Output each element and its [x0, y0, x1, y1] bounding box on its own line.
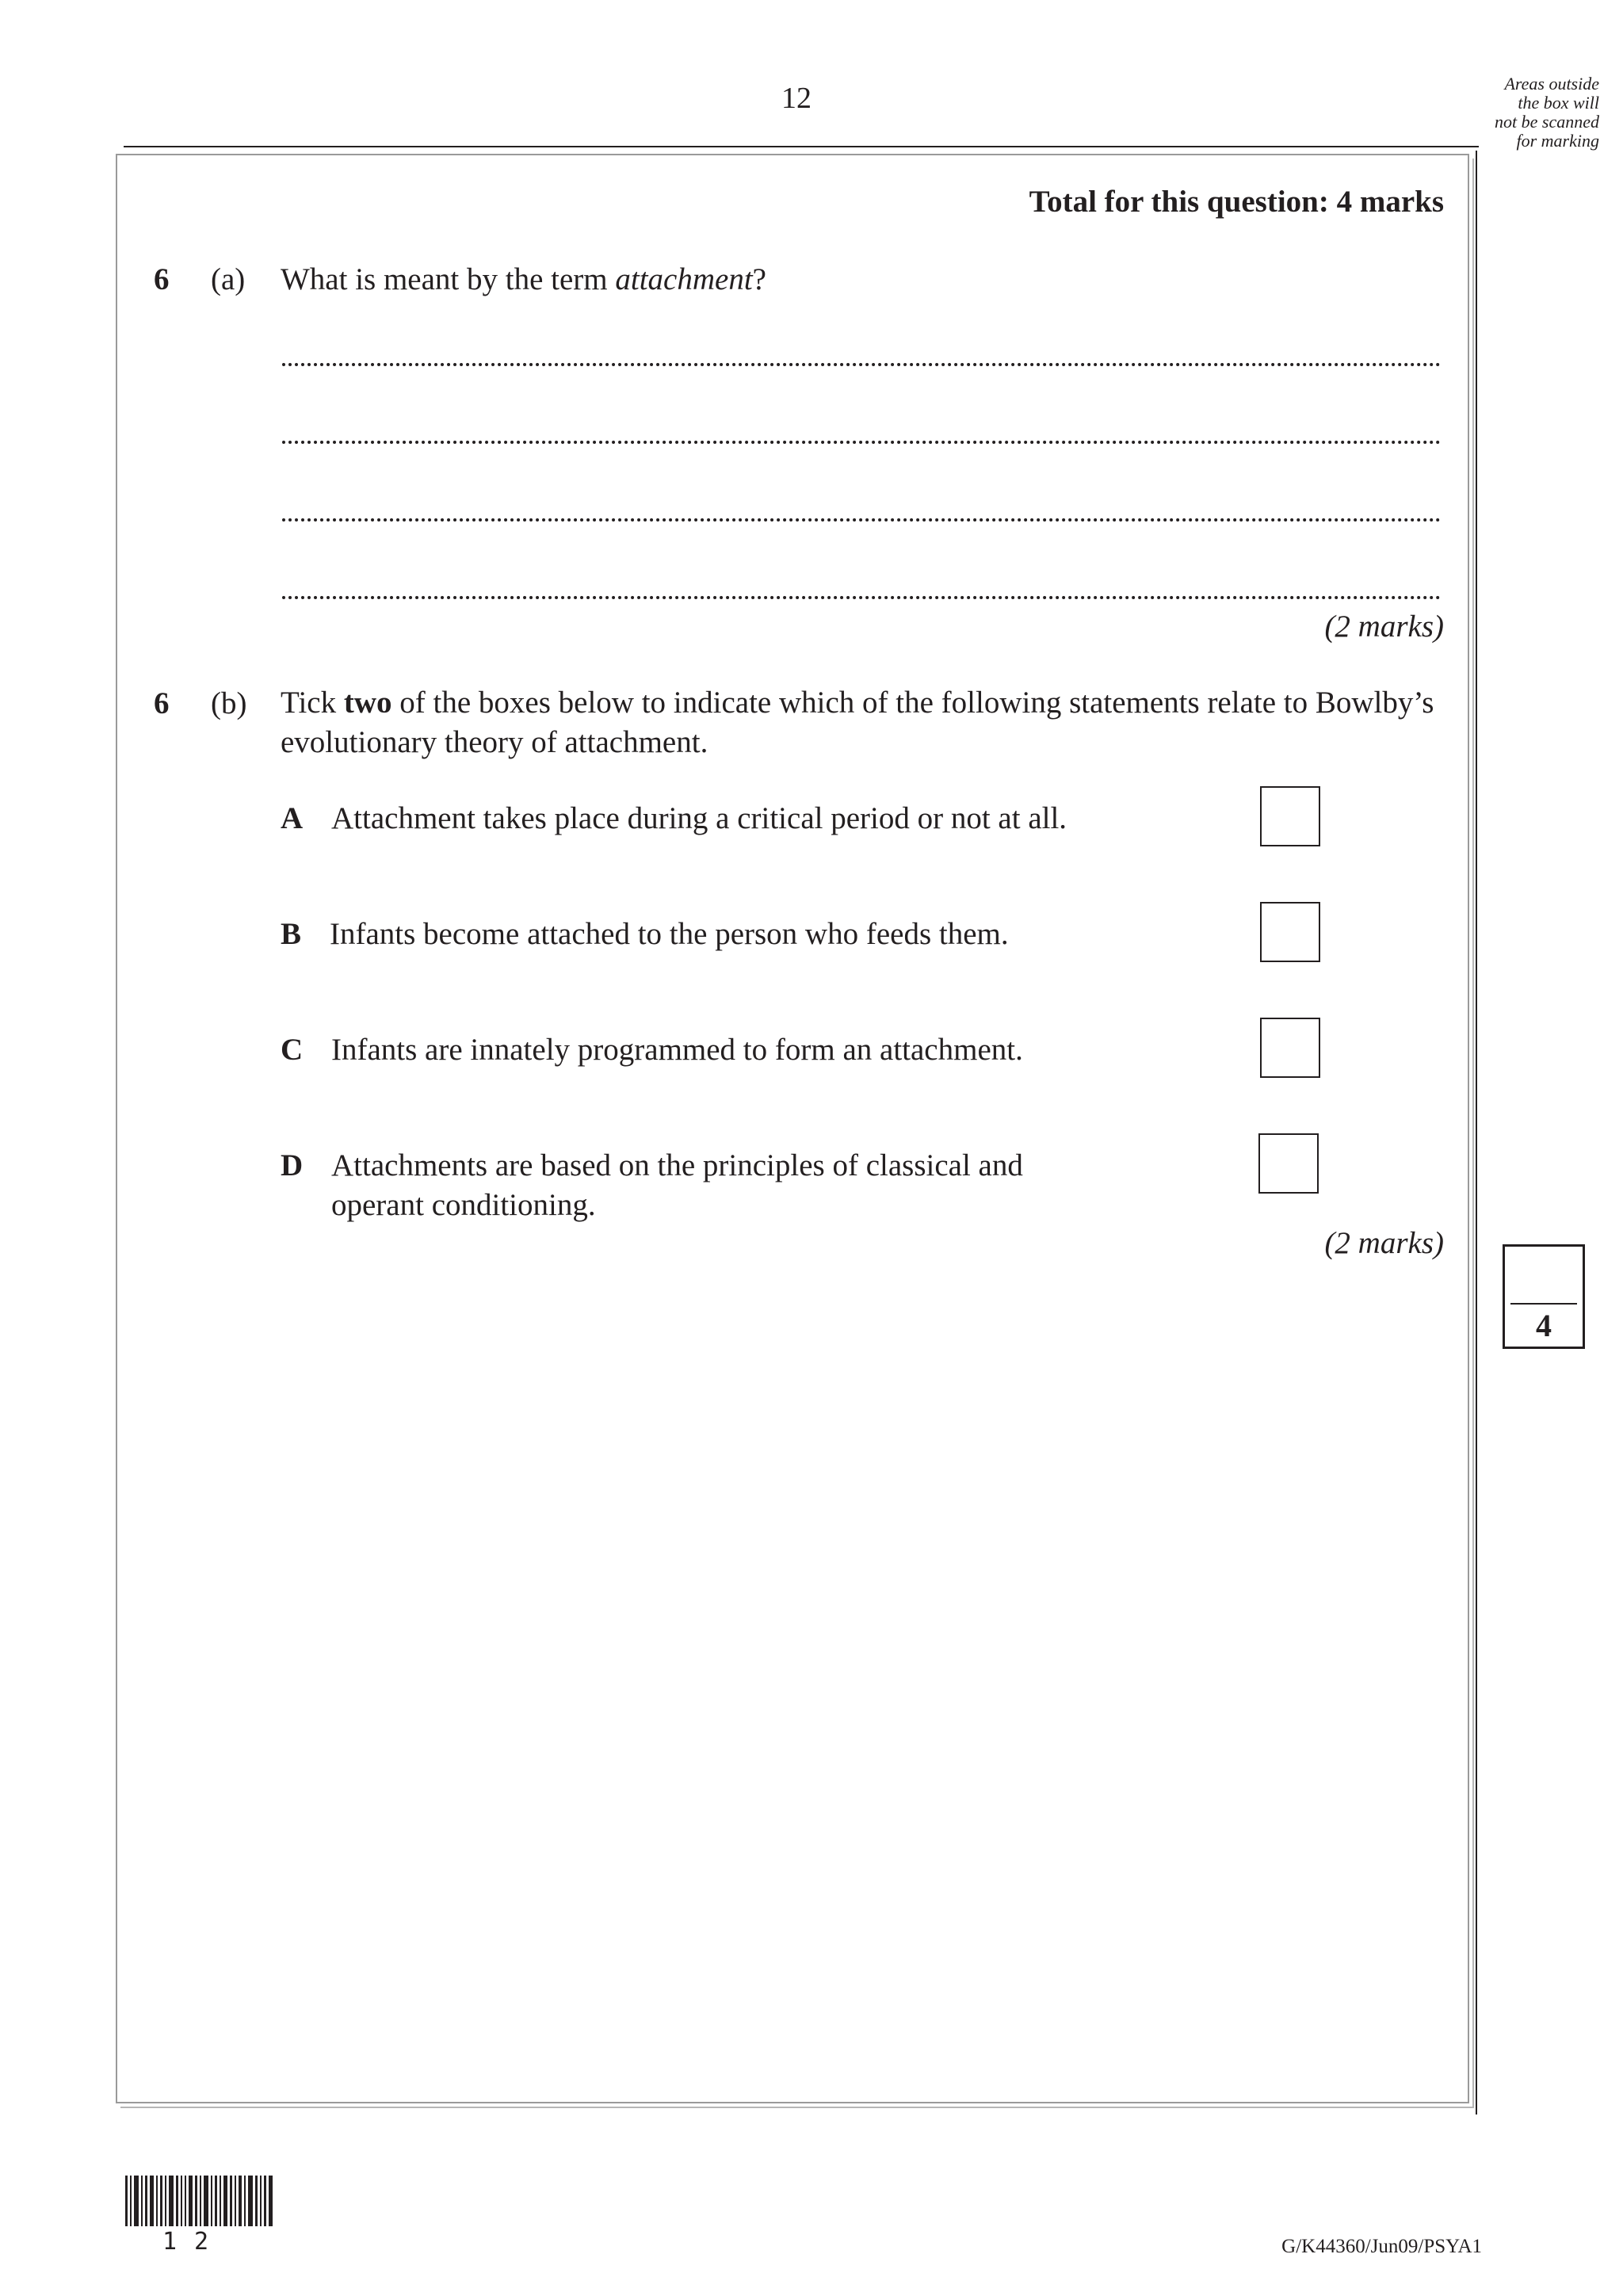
margin-note-line: for marking — [1516, 131, 1599, 151]
option-letter-d: D — [281, 1148, 304, 1182]
emphasis-word: two — [343, 686, 392, 720]
answer-line[interactable] — [282, 596, 1441, 599]
option-letter-a: A — [281, 801, 304, 835]
top-rule — [124, 146, 1479, 147]
option-letter-c: C — [281, 1033, 304, 1067]
marks-6b: (2 marks) — [1324, 1226, 1444, 1260]
question-text: ? — [752, 262, 766, 296]
option-text-d: Attachments are based on the principles of classical and operant conditioning. — [331, 1148, 1023, 1222]
answer-frame — [116, 154, 1469, 2103]
tick-box-b[interactable] — [1260, 902, 1320, 962]
answer-line[interactable] — [282, 441, 1441, 444]
option-text-c: Infants are innately programmed to form an attachment. — [331, 1033, 1023, 1067]
score-total: 4 — [1536, 1308, 1552, 1343]
question-text: Tick — [281, 686, 344, 720]
question-text: What is meant by the term — [281, 262, 616, 296]
margin-note — [1457, 74, 1599, 151]
question-part-label: (a) — [211, 262, 246, 296]
paper-code: G/K44360/Jun09/PSYA1 — [1281, 2236, 1482, 2257]
option-text-a: Attachment takes place during a critical period or not at all. — [331, 801, 1067, 835]
tick-box-d[interactable] — [1258, 1133, 1319, 1194]
total-marks: Total for this question: 4 marks — [1029, 185, 1444, 219]
answer-line[interactable] — [282, 363, 1441, 366]
tick-box-c[interactable] — [1260, 1018, 1320, 1078]
key-term: attachment — [615, 262, 753, 296]
answer-line[interactable] — [282, 518, 1441, 521]
question-number: 6 — [154, 686, 170, 720]
question-6a-text — [281, 260, 1445, 300]
margin-rule — [1476, 151, 1477, 2115]
question-6b-text — [281, 683, 1445, 762]
marks-6a: (2 marks) — [1324, 609, 1444, 644]
barcode — [125, 2176, 274, 2226]
question-part-label: (b) — [211, 686, 247, 720]
barcode-digits: 12 — [162, 2228, 227, 2256]
question-text: of the boxes below to indicate which of the following statements relate to Bowlby’s evolutionary theory of attachment. — [281, 686, 1434, 759]
margin-note-line: Areas outside — [1504, 74, 1599, 94]
question-number: 6 — [154, 262, 170, 296]
page-number: 12 — [781, 82, 812, 115]
margin-note-line: the box will — [1518, 93, 1599, 113]
option-letter-b: B — [281, 917, 302, 951]
option-text-b: Infants become attached to the person who feeds them. — [330, 917, 1009, 951]
tick-box-a[interactable] — [1260, 786, 1320, 846]
margin-note-line: not be scanned — [1495, 112, 1599, 132]
